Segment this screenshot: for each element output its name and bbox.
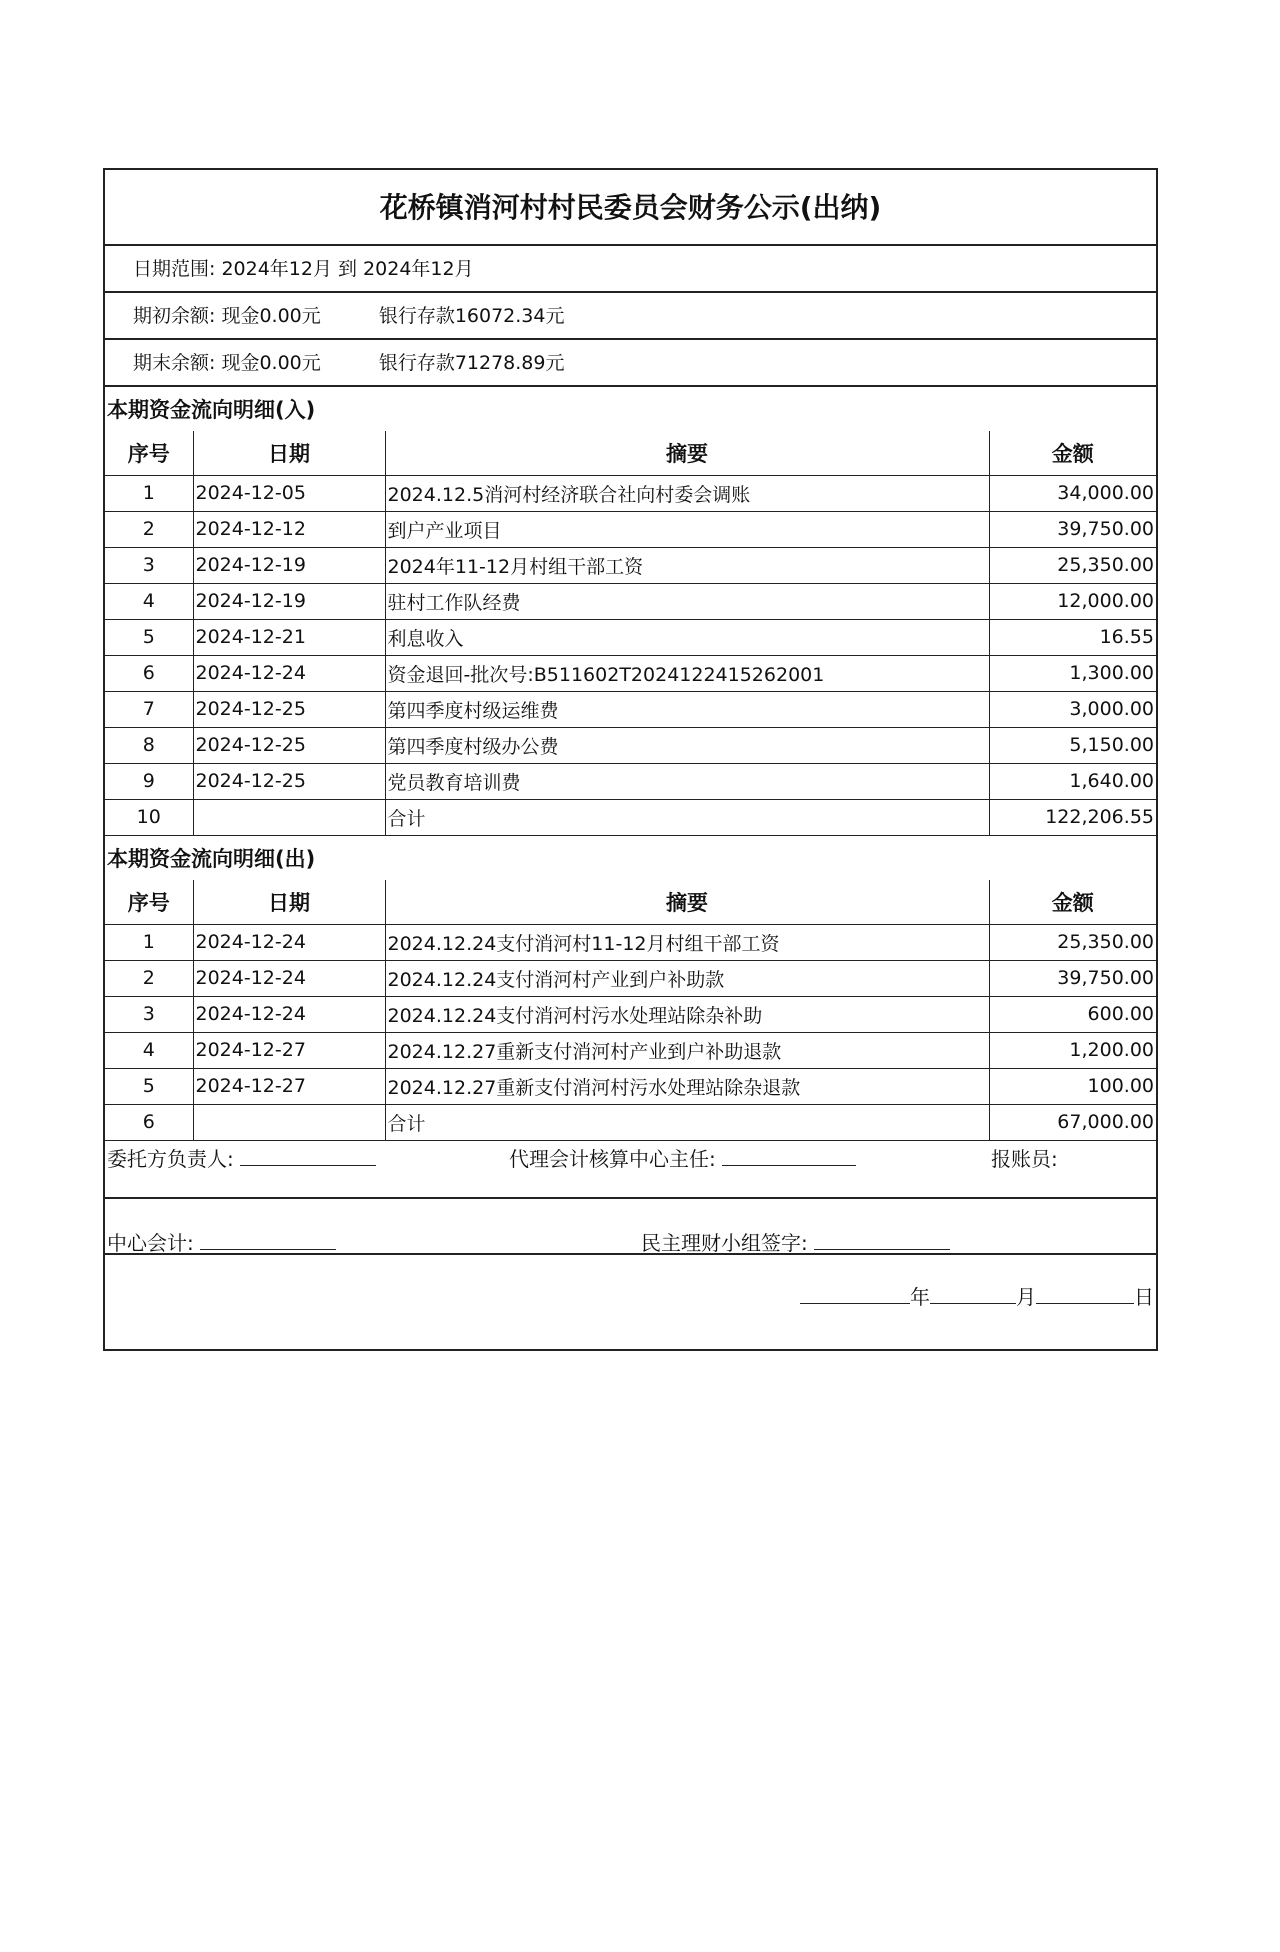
col-header-no: 序号 <box>105 431 193 475</box>
expense-row <box>105 996 1156 1032</box>
row-date: 2024-12-24 <box>193 996 385 1032</box>
income-row <box>105 511 1156 547</box>
row-description: 2024.12.27重新支付消河村污水处理站除杂退款 <box>385 1068 989 1104</box>
income-section-title: 本期资金流向明细(入) <box>107 398 316 422</box>
closing-cash: 现金0.00元 <box>221 352 321 374</box>
date-range-text: 日期范围: 2024年12月 到 2024年12月 <box>133 258 474 280</box>
expense-row <box>105 924 1156 960</box>
row-description: 合计 <box>385 799 989 835</box>
row-description: 党员教育培训费 <box>385 763 989 799</box>
row-description: 2024年11-12月村组干部工资 <box>385 547 989 583</box>
row-description: 第四季度村级运维费 <box>385 691 989 727</box>
day-line <box>1036 1285 1134 1304</box>
row-description: 2024.12.24支付消河村产业到户补助款 <box>385 960 989 996</box>
row-date: 2024-12-25 <box>193 691 385 727</box>
row-date: 2024-12-12 <box>193 511 385 547</box>
row-description: 驻村工作队经费 <box>385 583 989 619</box>
col-header-no: 序号 <box>105 880 193 924</box>
opening-label: 期初余额: <box>133 305 216 327</box>
day-label: 日 <box>1134 1285 1154 1309</box>
income-row <box>105 727 1156 763</box>
col-header-amount: 金额 <box>989 880 1156 924</box>
row-amount: 100.00 <box>989 1068 1156 1104</box>
expense-row <box>105 960 1156 996</box>
expense-row <box>105 1032 1156 1068</box>
page-title: 花桥镇消河村村民委员会财务公示(出纳) <box>105 170 1156 246</box>
row-number: 9 <box>105 763 193 799</box>
agency-director-label: 代理会计核算中心主任: <box>509 1147 716 1171</box>
reporter-line <box>107 1179 243 1198</box>
closing-label: 期末余额: <box>133 352 216 374</box>
closing-balance <box>105 340 1156 387</box>
row-number: 10 <box>105 799 193 835</box>
row-date: 2024-12-19 <box>193 583 385 619</box>
col-header-date: 日期 <box>193 431 385 475</box>
row-date <box>193 799 385 835</box>
col-header-amount: 金额 <box>989 431 1156 475</box>
expense-row <box>105 1104 1156 1140</box>
row-date <box>193 1104 385 1140</box>
row-amount: 1,200.00 <box>989 1032 1156 1068</box>
col-header-desc: 摘要 <box>385 880 989 924</box>
year-line <box>800 1285 910 1304</box>
client-head-line <box>240 1147 376 1166</box>
closing-bank: 银行存款71278.89元 <box>378 352 565 374</box>
row-description: 第四季度村级办公费 <box>385 727 989 763</box>
row-description: 资金退回-批次号:B511602T2024122415262001 <box>385 655 989 691</box>
row-amount: 34,000.00 <box>989 475 1156 511</box>
col-header-desc: 摘要 <box>385 431 989 475</box>
row-number: 1 <box>105 924 193 960</box>
row-amount: 12,000.00 <box>989 583 1156 619</box>
center-accountant-label: 中心会计: <box>107 1231 194 1255</box>
reporter-label: 报账员: <box>991 1147 1058 1171</box>
row-amount: 3,000.00 <box>989 691 1156 727</box>
row-date: 2024-12-19 <box>193 547 385 583</box>
row-date: 2024-12-25 <box>193 763 385 799</box>
row-amount: 39,750.00 <box>989 511 1156 547</box>
row-number: 5 <box>105 619 193 655</box>
finance-notice-sheet <box>103 168 1158 1351</box>
row-amount: 39,750.00 <box>989 960 1156 996</box>
col-header-date: 日期 <box>193 880 385 924</box>
row-date: 2024-12-24 <box>193 924 385 960</box>
agency-director-line <box>722 1147 856 1166</box>
row-number: 1 <box>105 475 193 511</box>
row-amount: 16.55 <box>989 619 1156 655</box>
signature-row-1 <box>105 1141 1156 1199</box>
row-description: 到户产业项目 <box>385 511 989 547</box>
opening-bank: 银行存款16072.34元 <box>378 305 565 327</box>
income-row <box>105 763 1156 799</box>
signature-row-2 <box>105 1199 1156 1255</box>
row-amount: 1,300.00 <box>989 655 1156 691</box>
row-description: 2024.12.27重新支付消河村产业到户补助退款 <box>385 1032 989 1068</box>
income-row <box>105 799 1156 835</box>
expense-header-row <box>105 880 1156 924</box>
row-date: 2024-12-25 <box>193 727 385 763</box>
client-head-label: 委托方负责人: <box>107 1147 234 1171</box>
row-description: 2024.12.5消河村经济联合社向村委会调账 <box>385 475 989 511</box>
row-description: 2024.12.24支付消河村污水处理站除杂补助 <box>385 996 989 1032</box>
signature-date-row <box>105 1255 1156 1313</box>
row-description: 利息收入 <box>385 619 989 655</box>
row-number: 3 <box>105 996 193 1032</box>
income-row <box>105 583 1156 619</box>
row-amount: 25,350.00 <box>989 547 1156 583</box>
month-label: 月 <box>1016 1285 1036 1309</box>
date-range <box>105 246 1156 293</box>
row-amount: 67,000.00 <box>989 1104 1156 1140</box>
month-line <box>930 1285 1016 1304</box>
row-amount: 5,150.00 <box>989 727 1156 763</box>
row-amount: 122,206.55 <box>989 799 1156 835</box>
center-accountant-line <box>200 1231 336 1250</box>
row-amount: 25,350.00 <box>989 924 1156 960</box>
row-number: 6 <box>105 655 193 691</box>
income-row <box>105 547 1156 583</box>
row-number: 5 <box>105 1068 193 1104</box>
expense-table <box>105 880 1156 1141</box>
row-number: 3 <box>105 547 193 583</box>
row-number: 2 <box>105 960 193 996</box>
opening-cash: 现金0.00元 <box>221 305 321 327</box>
row-date: 2024-12-27 <box>193 1032 385 1068</box>
row-date: 2024-12-24 <box>193 655 385 691</box>
row-description: 合计 <box>385 1104 989 1140</box>
income-table <box>105 431 1156 836</box>
finance-group-line <box>814 1231 950 1250</box>
row-date: 2024-12-21 <box>193 619 385 655</box>
row-number: 6 <box>105 1104 193 1140</box>
row-number: 4 <box>105 1032 193 1068</box>
expense-section-title: 本期资金流向明细(出) <box>107 847 316 871</box>
income-row <box>105 475 1156 511</box>
opening-balance <box>105 293 1156 340</box>
income-row <box>105 691 1156 727</box>
row-date: 2024-12-24 <box>193 960 385 996</box>
row-number: 4 <box>105 583 193 619</box>
row-number: 7 <box>105 691 193 727</box>
row-date: 2024-12-05 <box>193 475 385 511</box>
income-header-row <box>105 431 1156 475</box>
income-row <box>105 619 1156 655</box>
row-description: 2024.12.24支付消河村11-12月村组干部工资 <box>385 924 989 960</box>
row-number: 8 <box>105 727 193 763</box>
row-date: 2024-12-27 <box>193 1068 385 1104</box>
finance-group-label: 民主理财小组签字: <box>641 1231 808 1255</box>
income-row <box>105 655 1156 691</box>
row-amount: 1,640.00 <box>989 763 1156 799</box>
row-number: 2 <box>105 511 193 547</box>
year-label: 年 <box>910 1285 930 1309</box>
row-amount: 600.00 <box>989 996 1156 1032</box>
expense-row <box>105 1068 1156 1104</box>
